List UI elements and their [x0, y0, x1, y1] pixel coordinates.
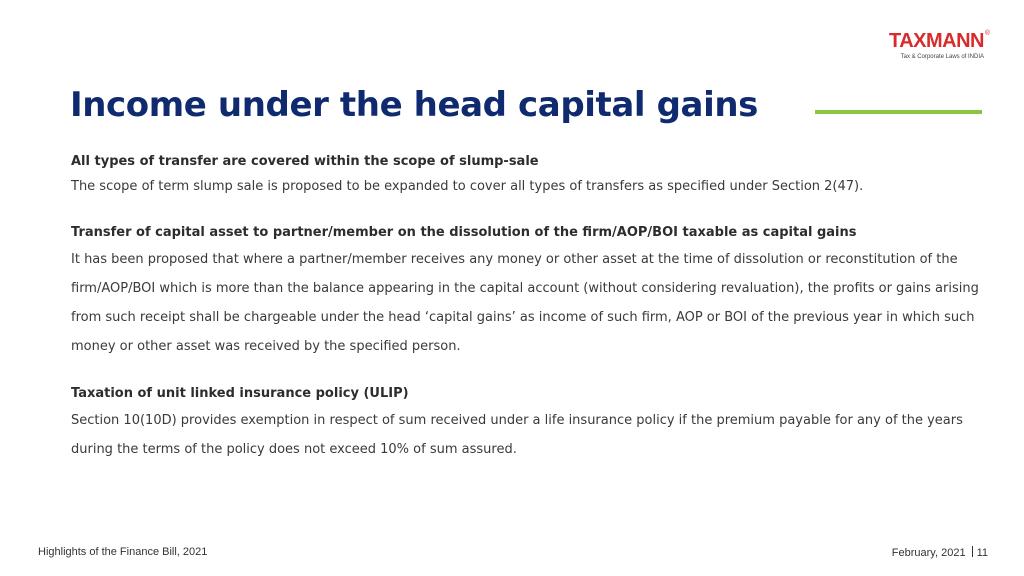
slide-content: [71, 150, 991, 485]
section-heading: Transfer of capital asset to partner/member on the dissolution of the firm/AOP/BOI taxable as capital gains: [71, 225, 857, 240]
footer-date: February, 2021: [891, 547, 966, 559]
registered-mark: ®: [984, 30, 990, 37]
logo-tagline: Tax & Corporate Laws of INDIA: [900, 54, 984, 60]
title-accent-rule: [815, 110, 982, 114]
section-heading: Taxation of unit linked insurance policy (ULIP): [71, 386, 409, 401]
footer-title: Highlights of the Finance Bill, 2021: [38, 546, 208, 558]
section-body: It has been proposed that where a partner/member receives any money or other asset at the time of dissolution or reconstitution of the firm/AOP/BOI which is more than the balance appearing in the capital account (without considering revaluation), the profits or gains arising from such receipt shall be chargeable under the head ‘capital gains’ as income of such firm, AOP or BOI of the previous year in which such money or other asset was received by the specified person.: [71, 252, 979, 354]
page-number: 11: [976, 547, 988, 559]
section-partner-transfer: [71, 221, 991, 361]
section-ulip: [71, 382, 991, 464]
section-slump-sale: [71, 150, 991, 200]
section-body: Section 10(10D) provides exemption in respect of sum received under a life insurance policy if the premium payable for any of the years during the terms of the policy does not exceed 10% of sum assured.: [71, 413, 963, 457]
taxmann-logo: [888, 30, 990, 68]
footer-meta: [892, 546, 988, 559]
section-body: The scope of term slump sale is proposed to be expanded to cover all types of transfers as specified under Section 2(47).: [71, 179, 864, 194]
slide-title: Income under the head capital gains: [70, 85, 758, 125]
footer-separator: [972, 546, 973, 557]
logo-wordmark: TAXMANN: [888, 30, 984, 52]
section-heading: All types of transfer are covered within the scope of slump-sale: [71, 154, 539, 169]
